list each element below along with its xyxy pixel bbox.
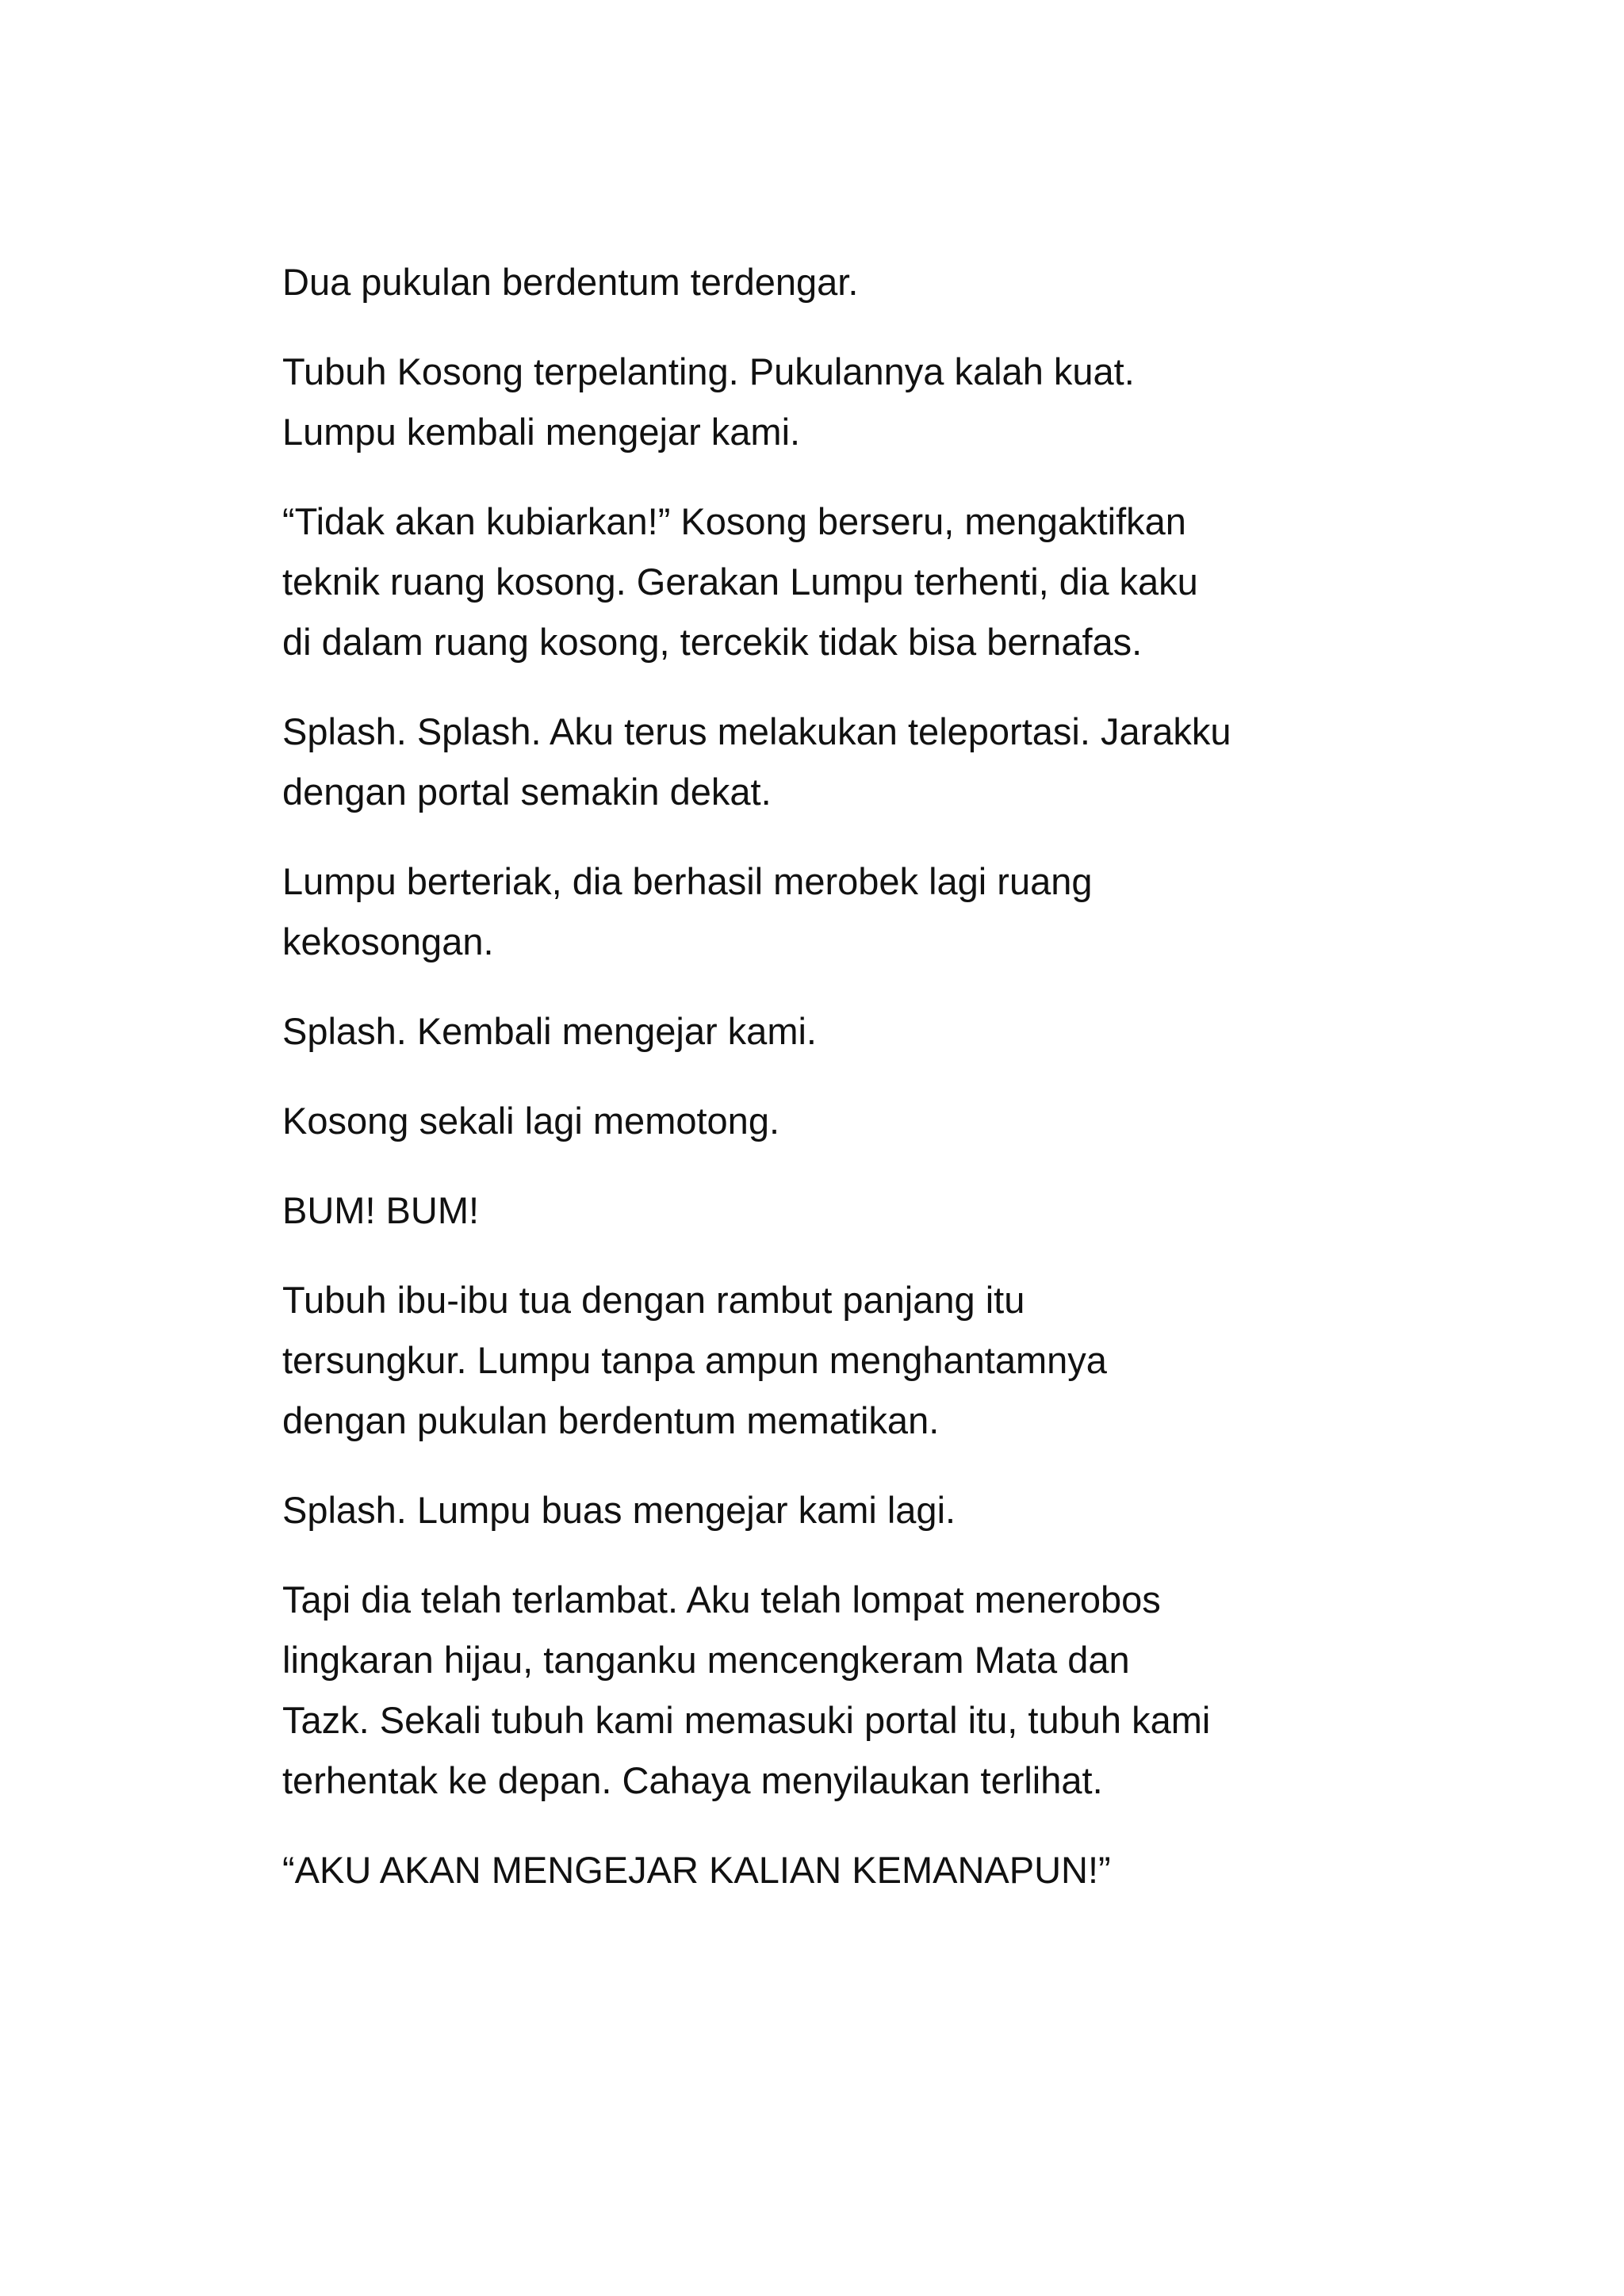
paragraph-6: Splash. Kembali mengejar kami. (282, 1010, 817, 1052)
paragraph-4: Splash. Splash. Aku terus melakukan teleportasi. Jarakku dengan portal semakin dekat. (282, 710, 1231, 813)
paragraph-1: Dua pukulan berdentum terdengar. (282, 261, 859, 303)
body-text (282, 252, 1361, 1930)
paragraph-12: “AKU AKAN MENGEJAR KALIAN KEMANAPUN!” (282, 1849, 1111, 1891)
paragraph-5: Lumpu berteriak, dia berhasil merobek lagi ruang kekosongan. (282, 860, 1093, 962)
paragraph-8: BUM! BUM! (282, 1189, 480, 1231)
paragraph-11: Tapi dia telah terlambat. Aku telah lompat menerobos lingkaran hijau, tanganku mencengkeram Mata dan Tazk. Sekali tubuh kami memasuki portal itu, tubuh kami terhentak ke depan. Cahaya menyilaukan terlihat. (282, 1578, 1211, 1801)
paragraph-3: “Tidak akan kubiarkan!” Kosong berseru, mengaktifkan teknik ruang kosong. Gerakan Lumpu terhenti, dia kaku di dalam ruang kosong, tercekik tidak bisa bernafas. (282, 500, 1198, 663)
paragraph-9: Tubuh ibu-ibu tua dengan rambut panjang itu tersungkur. Lumpu tanpa ampun menghantamnya dengan pukulan berdentum mematikan. (282, 1279, 1107, 1441)
paragraph-2: Tubuh Kosong terpelanting. Pukulannya kalah kuat. Lumpu kembali mengejar kami. (282, 350, 1135, 453)
paragraph-7: Kosong sekali lagi memotong. (282, 1100, 780, 1142)
paragraph-10: Splash. Lumpu buas mengejar kami lagi. (282, 1489, 956, 1531)
